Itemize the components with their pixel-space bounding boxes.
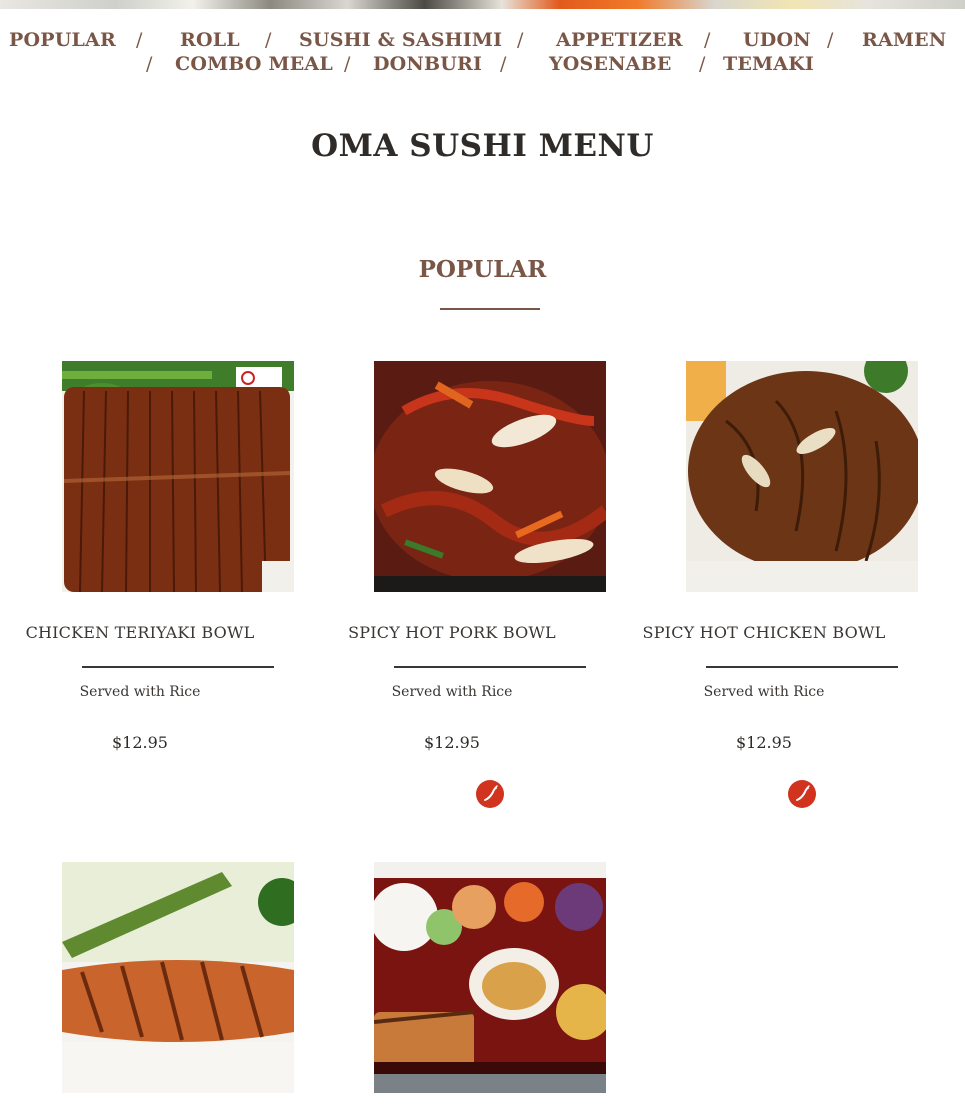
spicy-badge	[788, 780, 816, 808]
item-price: $12.95	[736, 733, 792, 752]
chicken-teriyaki-photo[interactable]	[62, 361, 294, 592]
item-name: SPICY HOT CHICKEN BOWL	[642, 623, 886, 642]
section-divider	[440, 308, 540, 310]
nav-separator: /	[500, 53, 507, 75]
bento-combo-photo[interactable]	[374, 862, 606, 1093]
item-name: SPICY HOT PORK BOWL	[348, 623, 556, 642]
item-divider	[82, 666, 274, 668]
nav-separator: /	[517, 29, 524, 51]
menu-item-card[interactable]	[0, 361, 296, 821]
item-price: $12.95	[424, 733, 480, 752]
nav-item-donburi[interactable]: DONBURI	[373, 53, 483, 75]
nav-item-roll[interactable]: ROLL	[180, 29, 240, 51]
item-divider	[706, 666, 898, 668]
salmon-teriyaki-photo[interactable]	[62, 862, 294, 1093]
nav-item-popular[interactable]: POPULAR	[9, 29, 116, 51]
spicy-pork-photo[interactable]	[374, 361, 606, 592]
menu-item-card[interactable]	[296, 361, 608, 821]
item-description: Served with Rice	[391, 684, 513, 700]
item-description: Served with Rice	[703, 684, 825, 700]
nav-item-ramen[interactable]: RAMEN	[862, 29, 947, 51]
section-title: POPULAR	[418, 256, 547, 283]
spicy-chicken-photo[interactable]	[686, 361, 918, 592]
page-title: OMA SUSHI MENU	[311, 128, 654, 164]
header-photo-strip	[0, 0, 965, 9]
nav-separator: /	[704, 29, 711, 51]
nav-item-appetizer[interactable]: APPETIZER	[556, 29, 683, 51]
nav-separator: /	[827, 29, 834, 51]
nav-separator: /	[265, 29, 272, 51]
nav-item-temaki[interactable]: TEMAKI	[723, 53, 814, 75]
item-price: $12.95	[112, 733, 168, 752]
nav-item-combo-meal[interactable]: COMBO MEAL	[175, 53, 333, 75]
item-description: Served with Rice	[79, 684, 201, 700]
spicy-badge	[476, 780, 504, 808]
item-name: CHICKEN TERIYAKI BOWL	[25, 623, 255, 642]
category-nav	[0, 28, 965, 80]
nav-item-yosenabe[interactable]: YOSENABE	[549, 53, 672, 75]
menu-item-card[interactable]	[608, 361, 920, 821]
nav-item-sushi-sashimi[interactable]: SUSHI & SASHIMI	[299, 29, 503, 51]
nav-item-udon[interactable]: UDON	[743, 29, 811, 51]
chili-pepper-icon	[476, 780, 504, 808]
chili-pepper-icon	[788, 780, 816, 808]
nav-separator: /	[146, 53, 153, 75]
item-divider	[394, 666, 586, 668]
nav-separator: /	[699, 53, 706, 75]
menu-item-card[interactable]	[296, 862, 608, 1104]
menu-item-card[interactable]	[0, 862, 296, 1104]
nav-separator: /	[344, 53, 351, 75]
nav-separator: /	[136, 29, 143, 51]
